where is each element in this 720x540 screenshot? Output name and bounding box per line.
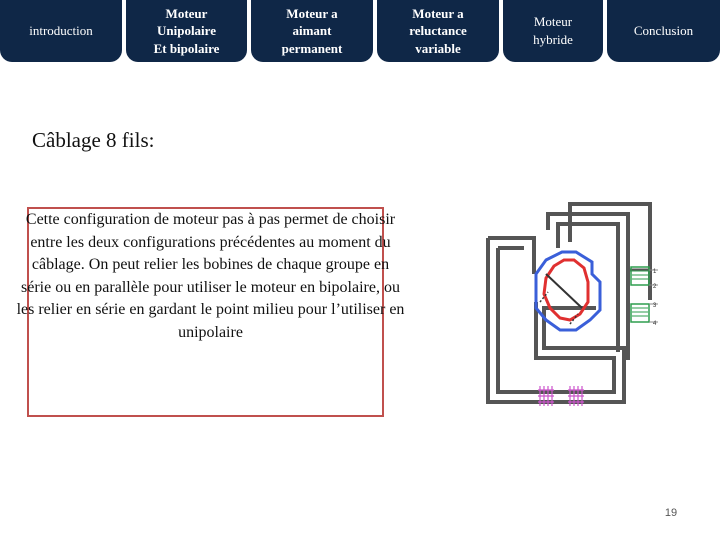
tab-conclusion[interactable] bbox=[607, 0, 720, 62]
wire-label: 1 bbox=[653, 269, 657, 275]
slide-title: Câblage 8 fils: bbox=[32, 128, 155, 152]
stator-frame-inner bbox=[498, 248, 614, 392]
right-coil-bottom bbox=[631, 304, 649, 322]
tab-label: Conclusion bbox=[633, 23, 694, 39]
motor-wiring-svg bbox=[474, 190, 720, 412]
tab-hybrid[interactable] bbox=[503, 0, 603, 62]
tab-introduction[interactable] bbox=[0, 0, 122, 62]
tab-label: introduction bbox=[29, 23, 93, 39]
tab-label: Moteur a reluctance variable bbox=[409, 5, 467, 56]
tab-label: Moteur a aimant permanent bbox=[281, 5, 343, 56]
tab-permanent-magnet[interactable] bbox=[251, 0, 373, 62]
right-coil-top bbox=[628, 267, 650, 285]
tab-variable-reluctance[interactable] bbox=[377, 0, 499, 62]
stator-frame-left bbox=[488, 238, 534, 274]
tab-label: Moteur Unipolaire Et bipolaire bbox=[153, 5, 220, 56]
wire-label: 4 bbox=[653, 321, 657, 327]
rotor bbox=[536, 252, 600, 330]
tab-label: Moteur hybride bbox=[533, 14, 573, 47]
description-text: Cette configuration de moteur pas à pas permet de choisir entre les deux configurations précédentes au moment du câblage. On peut relier les bobines de chaque groupe en série ou en parallèle pour utiliser le moteur en bipolaire, ou les relier en série en gardant le point milieu pour l’utiliser en unipolaire bbox=[16, 211, 405, 341]
motor-wiring-diagram bbox=[474, 190, 720, 412]
tab-unipolar-bipolar[interactable] bbox=[126, 0, 247, 62]
stator-frame-outer bbox=[488, 238, 624, 402]
wire-label: 2 bbox=[653, 284, 657, 290]
page-number: 19 bbox=[664, 507, 678, 519]
description-box bbox=[16, 207, 405, 417]
wire-label: 3 bbox=[653, 303, 657, 309]
navigation-tabs bbox=[0, 0, 720, 62]
rotor-needle bbox=[546, 274, 582, 308]
